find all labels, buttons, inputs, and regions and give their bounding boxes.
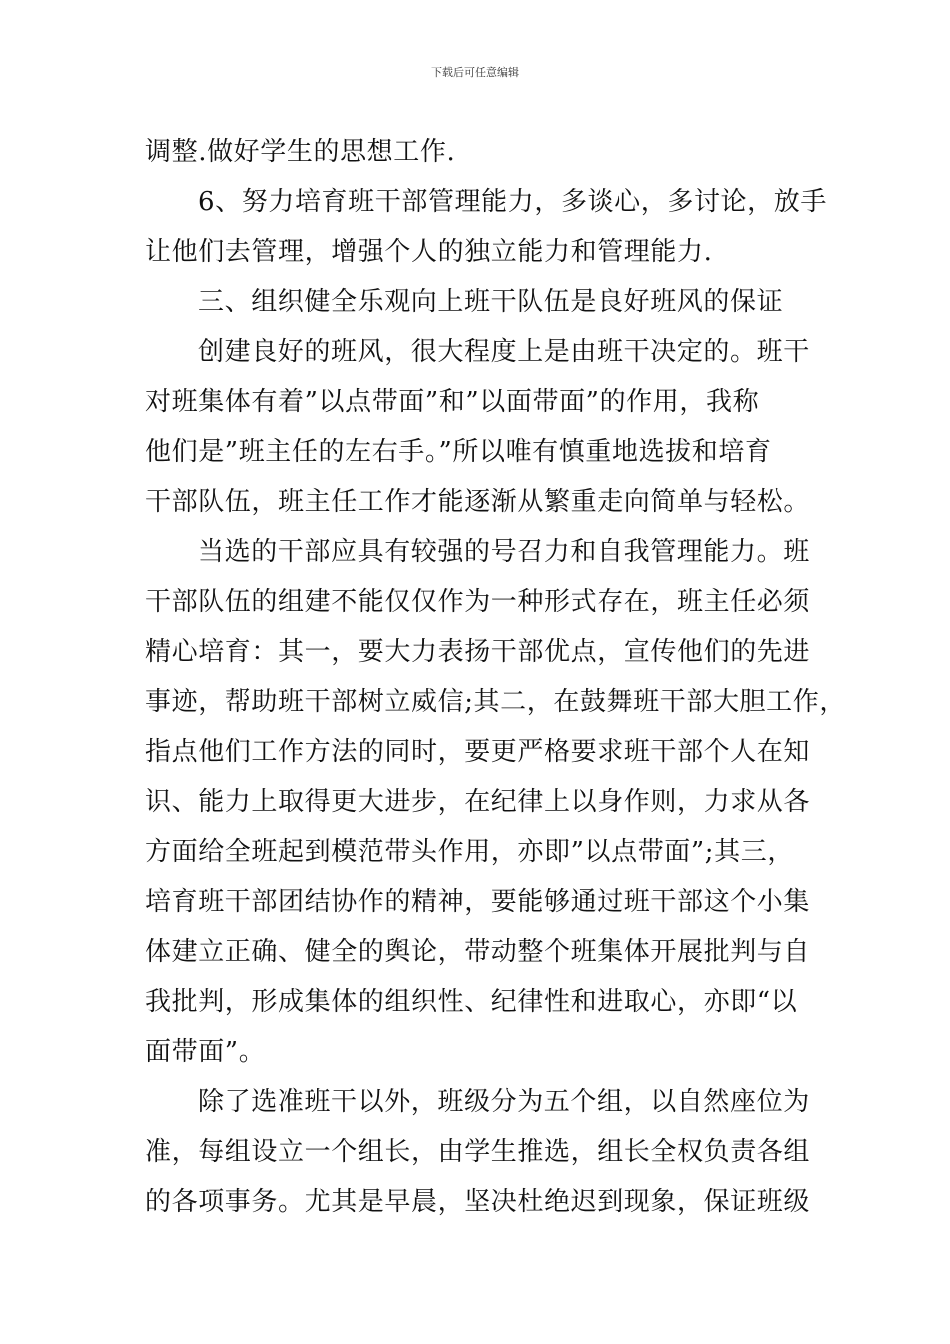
text-line: 创建良好的班风，很大程度上是由班干决定的。班干 <box>198 337 810 367</box>
text-line: 的各项事务。尤其是早晨，坚决杜绝迟到现象，保证班级 <box>145 1187 811 1217</box>
text-line: 培育班干部团结协作的精神，要能够通过班干部这个小集 <box>145 887 811 917</box>
text-line: 除了选准班干以外，班级分为五个组，以自然座位为 <box>198 1087 810 1117</box>
text-line: 事迹，帮助班干部树立威信;其二，在鼓舞班干部大胆工作， <box>145 687 846 717</box>
text-line: 调整.做好学生的思想工作. <box>145 137 456 167</box>
text-line: 当选的干部应具有较强的号召力和自我管理能力。班 <box>198 537 810 567</box>
document-body <box>145 127 846 1227</box>
text-line: 面带面”。 <box>145 1037 266 1067</box>
section-heading: 三、组织健全乐观向上班干队伍是良好班风的保证 <box>198 287 784 317</box>
text-line: 对班集体有着”以点带面”和”以面带面”的作用，我称 <box>145 387 760 417</box>
text-line: 他们是”班主任的左右手。”所以唯有慎重地选拔和培育 <box>145 437 772 467</box>
text-line: 体建立正确、健全的舆论，带动整个班集体开展批判与自 <box>145 937 811 967</box>
text-line: 干部队伍的组建不能仅仅作为一种形式存在，班主任必须 <box>145 587 811 617</box>
page-header: 下载后可任意编辑 <box>431 66 519 79</box>
text-line: 我批判，形成集体的组织性、纪律性和进取心，亦即“以 <box>145 987 798 1017</box>
text-line: 让他们去管理，增强个人的独立能力和管理能力. <box>145 237 713 267</box>
text-line: 6、努力培育班干部管理能力，多谈心，多讨论，放手 <box>198 187 827 217</box>
text-line: 方面给全班起到模范带头作用，亦即”以点带面”;其三， <box>145 837 794 867</box>
text-line: 准，每组设立一个组长，由学生推选，组长全权负责各组 <box>145 1137 811 1167</box>
text-line: 精心培育：其一，要大力表扬干部优点，宣传他们的先进 <box>145 637 811 667</box>
text-line: 干部队伍，班主任工作才能逐渐从繁重走向简单与轻松。 <box>145 487 811 517</box>
text-line: 识、能力上取得更大进步，在纪律上以身作则，力求从各 <box>145 787 811 817</box>
text-line: 指点他们工作方法的同时，要更严格要求班干部个人在知 <box>145 737 811 767</box>
